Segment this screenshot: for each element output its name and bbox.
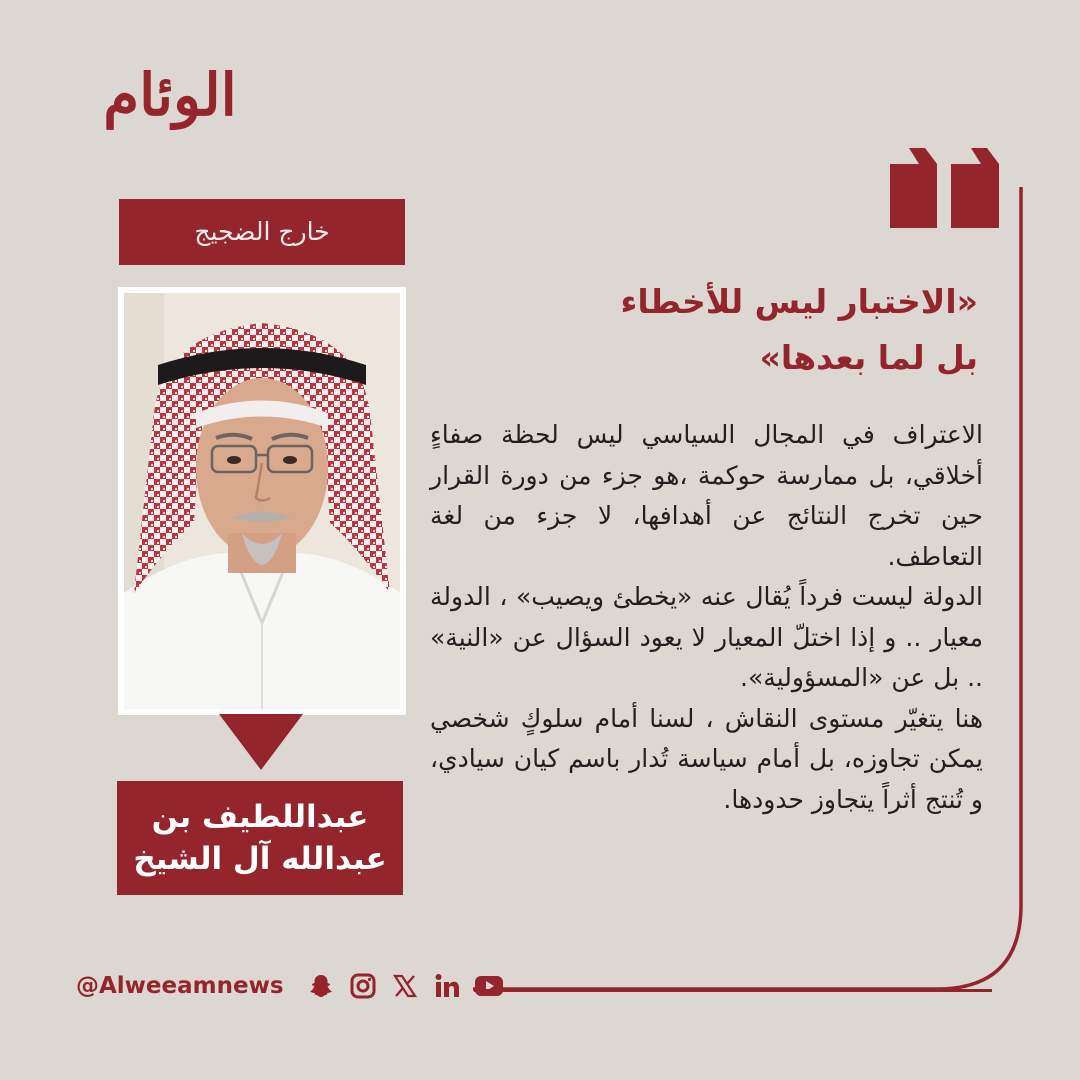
author-photo: [118, 287, 406, 715]
social-icons: [304, 971, 506, 1001]
author-name-line1: عبداللطيف بن: [151, 799, 369, 835]
paragraph-1: الاعتراف في المجال السياسي ليس لحظة صفاءٍ أخلاقي، بل ممارسة حوكمة ،هو جزء من دورة القرار حين تخرج النتائج عن أهدافها، لا جزء من لغة التعاطف.: [430, 420, 983, 571]
x-icon[interactable]: [388, 971, 422, 1001]
paragraph-2: الدولة ليست فرداً يُقال عنه «يخطئ ويصيب» ، الدولة معيار .. و إذا اختلّ المعيار لا يعود السؤال عن «النية» .. بل عن «المسؤولية».: [430, 582, 983, 692]
social-handle[interactable]: @Alweeamnews: [76, 973, 284, 999]
footer: [76, 968, 556, 1004]
brand-logo: الوئام: [103, 61, 237, 129]
footer-divider: [474, 989, 992, 992]
instagram-icon[interactable]: [346, 971, 380, 1001]
pointer-triangle: [219, 714, 303, 770]
article-body: [430, 415, 983, 925]
linkedin-icon[interactable]: [430, 971, 464, 1001]
article-headline: [520, 274, 978, 386]
snapchat-icon[interactable]: [304, 971, 338, 1001]
column-label: خارج الضجيج: [119, 199, 405, 265]
headline-line2: بل لما بعدها»: [759, 338, 978, 377]
youtube-icon[interactable]: [472, 971, 506, 1001]
author-name-line2: عبدالله آل الشيخ: [133, 841, 387, 877]
headline-line1: «الاختبار ليس للأخطاء: [620, 282, 978, 321]
author-name: [117, 781, 403, 895]
paragraph-3: هنا يتغيّر مستوى النقاش ، لسنا أمام سلوكٍ شخصي يمكن تجاوزه، بل أمام سياسة تُدار باسم كيان سيادي، و تُنتج أثراً يتجاوز حدودها.: [430, 703, 983, 814]
